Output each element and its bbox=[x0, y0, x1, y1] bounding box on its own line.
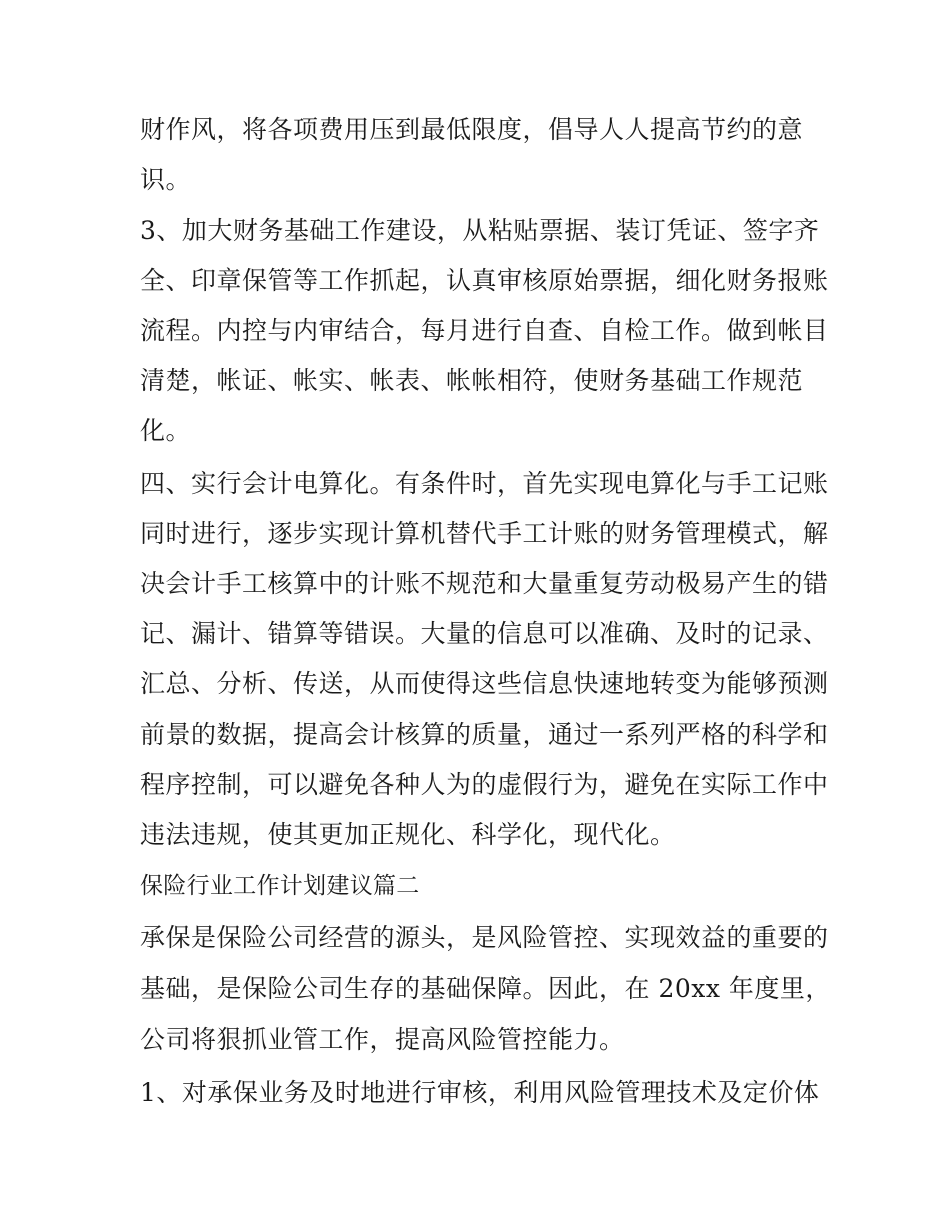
body-text-line: 流程。内控与内审结合，每月进行自查、自检工作。做到帐目 bbox=[140, 316, 829, 345]
body-text-line: 同时进行，逐步实现计算机替代手工计账的财务管理模式，解 bbox=[140, 519, 829, 548]
body-text-line: 汇总、分析、传送，从而使得这些信息快速地转变为能够预测 bbox=[140, 669, 829, 698]
body-text-line: 记、漏计、错算等错误。大量的信息可以准确、及时的记录、 bbox=[140, 619, 829, 648]
body-text-line: 程序控制，可以避免各种人为的虚假行为，避免在实际工作中 bbox=[140, 770, 829, 799]
body-text-line: 四、实行会计电算化。有条件时，首先实现电算化与手工记账 bbox=[140, 469, 829, 498]
body-text-line: 决会计手工核算中的计账不规范和大量重复劳动极易产生的错 bbox=[140, 569, 829, 598]
body-text-line: 识。 bbox=[140, 165, 192, 194]
body-text-line: 财作风，将各项费用压到最低限度，倡导人人提高节约的意 bbox=[140, 115, 804, 144]
body-text-line: 全、印章保管等工作抓起，认真审核原始票据，细化财务报账 bbox=[140, 266, 829, 295]
body-text-line: 承保是保险公司经营的源头，是风险管控、实现效益的重要的 bbox=[140, 923, 829, 952]
body-text-line: 前景的数据，提高会计核算的质量，通过一系列严格的科学和 bbox=[140, 720, 829, 749]
body-text-line: 清楚，帐证、帐实、帐表、帐帐相符，使财务基础工作规范 bbox=[140, 366, 804, 395]
body-text-line: 3、加大财务基础工作建设，从粘贴票据、装订凭证、签字齐 bbox=[140, 216, 820, 245]
body-text-line: 基础，是保险公司生存的基础保障。因此，在 20xx 年度里， bbox=[140, 974, 831, 1003]
body-text-line: 化。 bbox=[140, 416, 192, 445]
body-text-line: 违法违规，使其更加正规化、科学化，现代化。 bbox=[140, 820, 676, 849]
section-heading: 保险行业工作计划建议篇二 bbox=[140, 873, 420, 899]
body-text-line: 公司将狠抓业管工作，提高风险管控能力。 bbox=[140, 1025, 625, 1054]
body-text-line: 1、对承保业务及时地进行审核，利用风险管理技术及定价体 bbox=[140, 1078, 820, 1107]
